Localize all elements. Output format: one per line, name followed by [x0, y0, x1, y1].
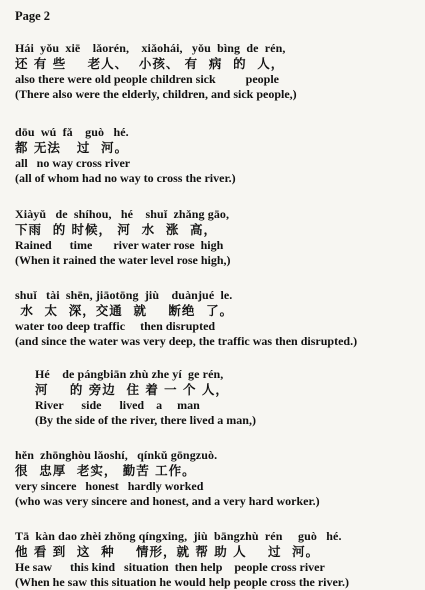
pinyin-line: shuǐ tài shēn, jiāotōng jiù duànjué le. — [15, 288, 233, 302]
chinese-line: 下雨 的 时候， 河 水 涨 高， — [15, 222, 218, 237]
stanza-7 — [15, 529, 419, 590]
english-gloss-line: very sincere honest hardly worked — [15, 479, 204, 493]
chinese-line: 都 无法 过 河。 — [15, 140, 129, 155]
chinese-line: 他 看 到 这 种 情形，就 帮 助 人 过 河。 — [15, 544, 320, 559]
translation-line: (all of whom had no way to cross the river.) — [15, 171, 236, 185]
stanza-4 — [15, 288, 419, 349]
english-gloss-line: all no way cross river — [15, 156, 131, 170]
english-gloss-line: also there were old people children sick people — [15, 72, 279, 86]
english-gloss-line: water too deep traffic then disrupted — [15, 319, 216, 333]
stanza-6 — [15, 448, 419, 509]
page-title: Page 2 — [15, 9, 51, 23]
translation-line: (who was very sincere and honest, and a very hard worker.) — [15, 494, 320, 508]
pinyin-line: Hé de pángbiān zhù zhe yí ge rén, — [35, 367, 224, 381]
pinyin-line: dōu wú fǎ guò hé. — [15, 125, 129, 139]
pinyin-line: hěn zhōnghòu lǎoshí, qínkǔ gōngzuò. — [15, 448, 218, 462]
chinese-line: 水 太 深，交通 就 断绝 了。 — [15, 303, 234, 318]
english-gloss-line: He saw this kind situation then help people cross river — [15, 560, 325, 574]
translation-line: (When it rained the water level rose high,) — [15, 253, 231, 267]
stanza-3 — [15, 207, 419, 268]
pinyin-line: Tā kàn dao zhèi zhǒng qíngxing, jiù bāngzhù rén guò hé. — [15, 529, 342, 543]
pinyin-line: Hái yǒu xiē lǎorén, xiǎohái, yǒu bìng de rén, — [15, 41, 286, 55]
stanza-5 — [15, 367, 419, 428]
english-gloss-line: River side lived a man — [35, 398, 200, 412]
stanza-1 — [15, 41, 419, 102]
stanza-2 — [15, 125, 419, 186]
translation-line: (and since the water was very deep, the traffic was then disrupted.) — [15, 334, 358, 348]
translation-line: (There also were the elderly, children, and sick people,) — [15, 87, 297, 101]
chinese-line: 还 有 些 老人、 小孩、 有 病 的 人， — [15, 56, 285, 71]
english-gloss-line: Rained time river water rose high — [15, 238, 224, 252]
chinese-line: 河 的 旁边 住 着 一 个 人， — [35, 382, 229, 397]
chinese-line: 很 忠厚 老实， 勤苦 工作。 — [15, 463, 196, 478]
translation-line: (By the side of the river, there lived a man,) — [35, 413, 256, 427]
pinyin-line: Xiàyǔ de shíhou, hé shuǐ zhǎng gāo, — [15, 207, 230, 221]
translation-line: (When he saw this situation he would help people cross the river.) — [15, 575, 350, 589]
